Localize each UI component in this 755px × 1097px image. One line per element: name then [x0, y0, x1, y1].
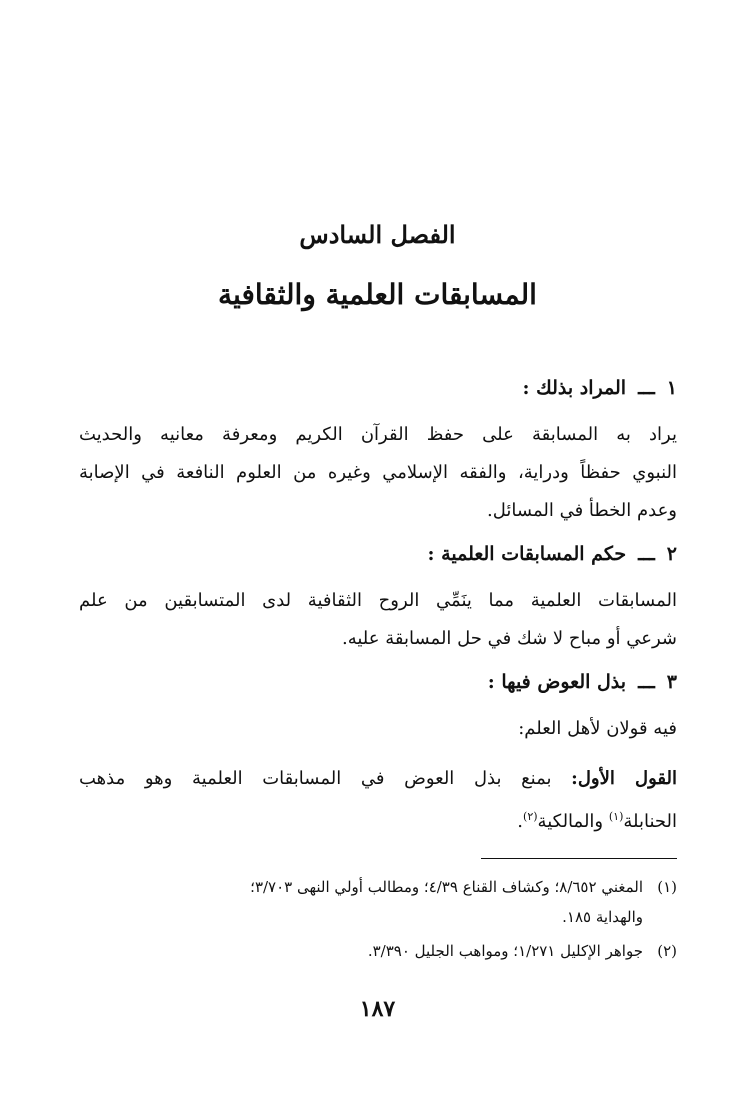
footnote-line: والهداية ١٨٥.	[562, 908, 643, 926]
section-dash: ـــ	[638, 543, 655, 565]
opinion-text: بمنع بذل العوض في المسابقات العلمية وهو مذهب	[79, 768, 552, 789]
footnote-text	[79, 936, 643, 966]
paragraph-line: فيه قولان لأهل العلم:	[518, 718, 677, 739]
paragraph-line: شرعي أو مباح لا شك في حل المسابقة عليه.	[342, 628, 677, 649]
opinion-text: والمالكية	[537, 811, 609, 832]
footnote-line: المغني ٨/٦٥٢؛ وكشاف القناع ٤/٣٩؛ ومطالب أولي النهى ٣/٧٠٣؛	[250, 878, 643, 896]
footnote-number: (١)	[657, 878, 677, 896]
section-title: حكم المسابقات العلمية :	[427, 543, 627, 565]
section-number: ٣	[666, 671, 677, 693]
section-title: بذل العوض فيها :	[487, 671, 627, 693]
section-intro-3	[79, 710, 677, 748]
footnote-text	[79, 872, 643, 932]
paragraph-line: النبوي حفظاً ودراية، والفقه الإسلامي وغيره من العلوم النافعة في الإصابة	[79, 462, 677, 483]
section-dash: ـــ	[638, 671, 655, 693]
paragraph-line: يراد به المسابقة على حفظ القرآن الكريم ومعرفة معانيه والحديث	[79, 424, 677, 445]
opinion-lead: القول الأول:	[571, 768, 677, 789]
footnote-2	[79, 936, 677, 966]
section-paragraph-2	[79, 582, 677, 658]
first-opinion-paragraph	[79, 760, 677, 841]
paragraph-line: وعدم الخطأ في المسائل.	[487, 500, 677, 521]
footnotes	[79, 872, 677, 970]
paragraph-line	[79, 760, 677, 798]
section-number: ٢	[666, 543, 677, 565]
page-number: ١٨٧	[359, 996, 396, 1022]
footnote-ref-1: (١)	[608, 810, 624, 823]
chapter-label: الفصل السادس	[299, 220, 456, 249]
footnote-ref-2: (٢)	[523, 810, 538, 823]
section-dash: ـــ	[638, 377, 655, 399]
paragraph-line	[79, 798, 677, 841]
section-title: المراد بذلك :	[522, 377, 627, 399]
footnote-1	[79, 872, 677, 932]
body-text	[79, 370, 677, 841]
section-heading-1	[79, 370, 677, 406]
chapter-title: المسابقات العلمية والثقافية	[218, 278, 537, 311]
footnote-line: جواهر الإكليل ١/٢٧١؛ ومواهب الجليل ٣/٣٩٠.	[367, 942, 643, 960]
footnote-number: (٢)	[657, 942, 677, 960]
section-number: ١	[666, 377, 677, 399]
section-heading-3	[79, 664, 677, 700]
footnote-divider	[481, 858, 677, 859]
opinion-text: .	[517, 811, 524, 832]
paragraph-line: المسابقات العلمية مما ينَمِّي الروح الثقافية لدى المتسابقين من علم	[79, 590, 677, 611]
section-paragraph-1	[79, 416, 677, 530]
opinion-text: الحنابلة	[623, 811, 677, 832]
section-heading-2	[79, 536, 677, 572]
